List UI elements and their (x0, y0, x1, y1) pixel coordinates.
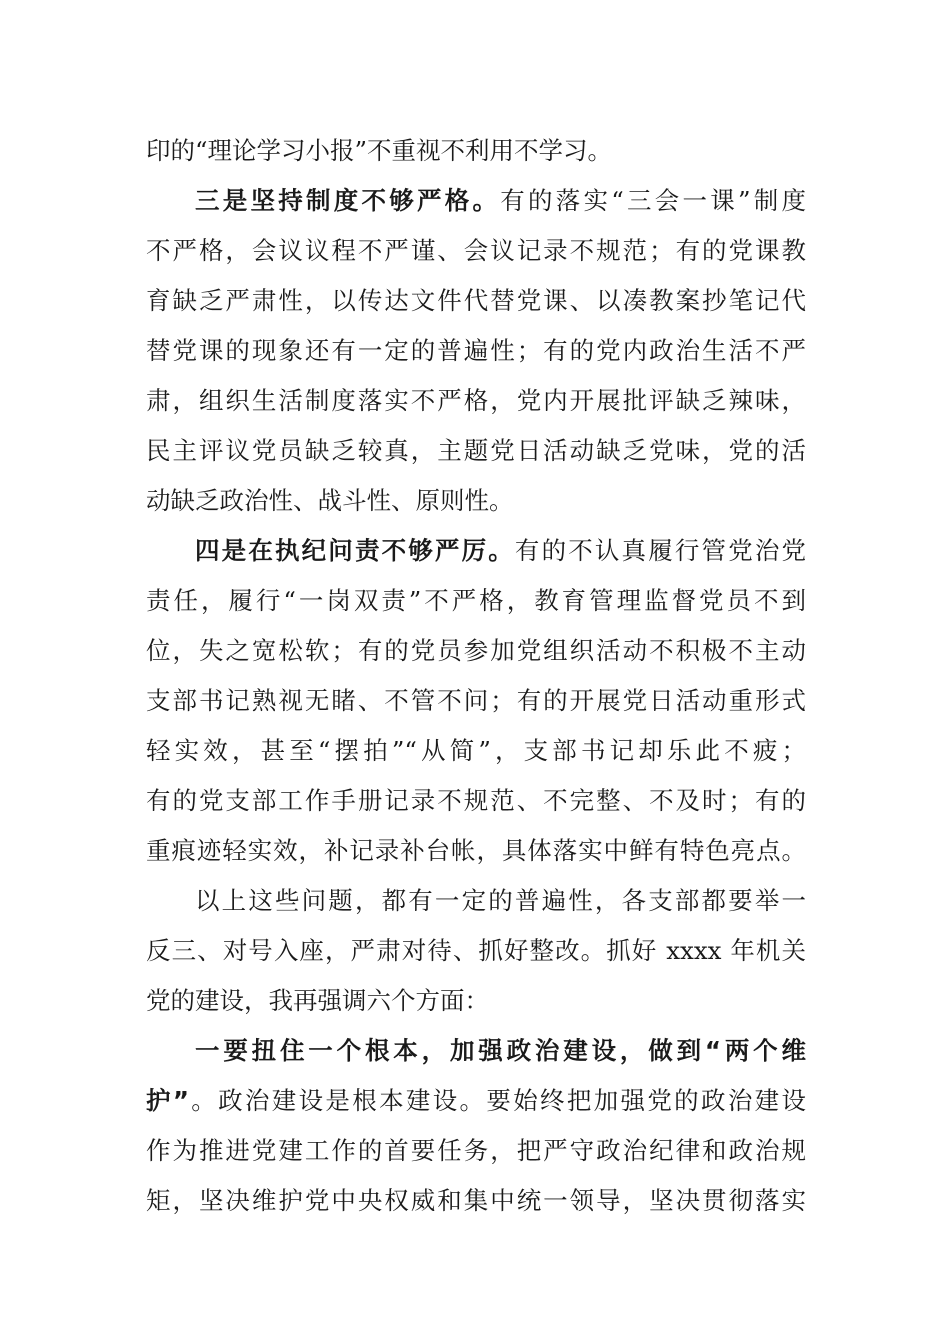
paragraph-line: 替党课的现象还有一定的普遍性；有的党内政治生活不严 (146, 336, 806, 365)
paragraph-line: 不严格，会议议程不严谨、会议记录不规范；有的党课教 (146, 236, 806, 265)
paragraph-line: 以上这些问题，都有一定的普遍性，各支部都要举一 (195, 886, 806, 915)
paragraph-text: 。政治建设是根本建设。要始终把加强党的政治建设 (188, 1086, 806, 1115)
paragraph-line: 民主评议党员缺乏较真，主题党日活动缺乏党味，党的活 (146, 436, 806, 465)
document-page (146, 126, 806, 1226)
paragraph-line: 动缺乏政治性、战斗性、原则性。 (146, 486, 514, 515)
paragraph-line: 有的党支部工作手册记录不规范、不完整、不及时；有的 (146, 786, 806, 815)
paragraph-line: 作为推进党建工作的首要任务，把严守政治纪律和政治规 (146, 1136, 806, 1165)
paragraph-line: 责任，履行“一岗双责”不严格，教育管理监督党员不到 (146, 586, 806, 615)
paragraph-text: 有的落实“三会一课”制度 (500, 186, 806, 215)
paragraph-line: 育缺乏严肃性，以传达文件代替党课、以凑教案抄笔记代 (146, 286, 806, 315)
paragraph-line: 反三、对号入座，严肃对待、抓好整改。抓好 xxxx 年机关 (146, 936, 806, 965)
paragraph-line: 印的“理论学习小报”不重视不利用不学习。 (146, 136, 613, 165)
paragraph-line: 重痕迹轻实效，补记录补台帐，具体落实中鲜有特色亮点。 (146, 836, 806, 865)
section-heading: 四是在执纪问责不够严厉。 (195, 536, 515, 565)
section-heading-line: 一要扭住一个根本，加强政治建设，做到“两个维 (195, 1036, 806, 1065)
paragraph-line: 支部书记熟视无睹、不管不问；有的开展党日活动重形式 (146, 686, 806, 715)
paragraph-line (146, 526, 806, 576)
paragraph-line: 党的建设，我再强调六个方面： (146, 986, 489, 1015)
paragraph-line (146, 1076, 806, 1126)
paragraph-line: 轻实效，甚至“摆拍”“从简”，支部书记却乐此不疲； (146, 736, 806, 765)
paragraph-line: 肃，组织生活制度落实不严格，党内开展批评缺乏辣味， (146, 386, 806, 415)
paragraph-line: 位，失之宽松软；有的党员参加党组织活动不积极不主动 (146, 636, 806, 665)
section-heading-tail: 护” (146, 1086, 189, 1115)
paragraph-line (146, 176, 806, 226)
section-heading: 三是坚持制度不够严格。 (195, 186, 501, 215)
paragraph-line: 矩，坚决维护党中央权威和集中统一领导，坚决贯彻落实 (146, 1186, 806, 1215)
paragraph-text: 有的不认真履行管党治党 (514, 536, 807, 565)
